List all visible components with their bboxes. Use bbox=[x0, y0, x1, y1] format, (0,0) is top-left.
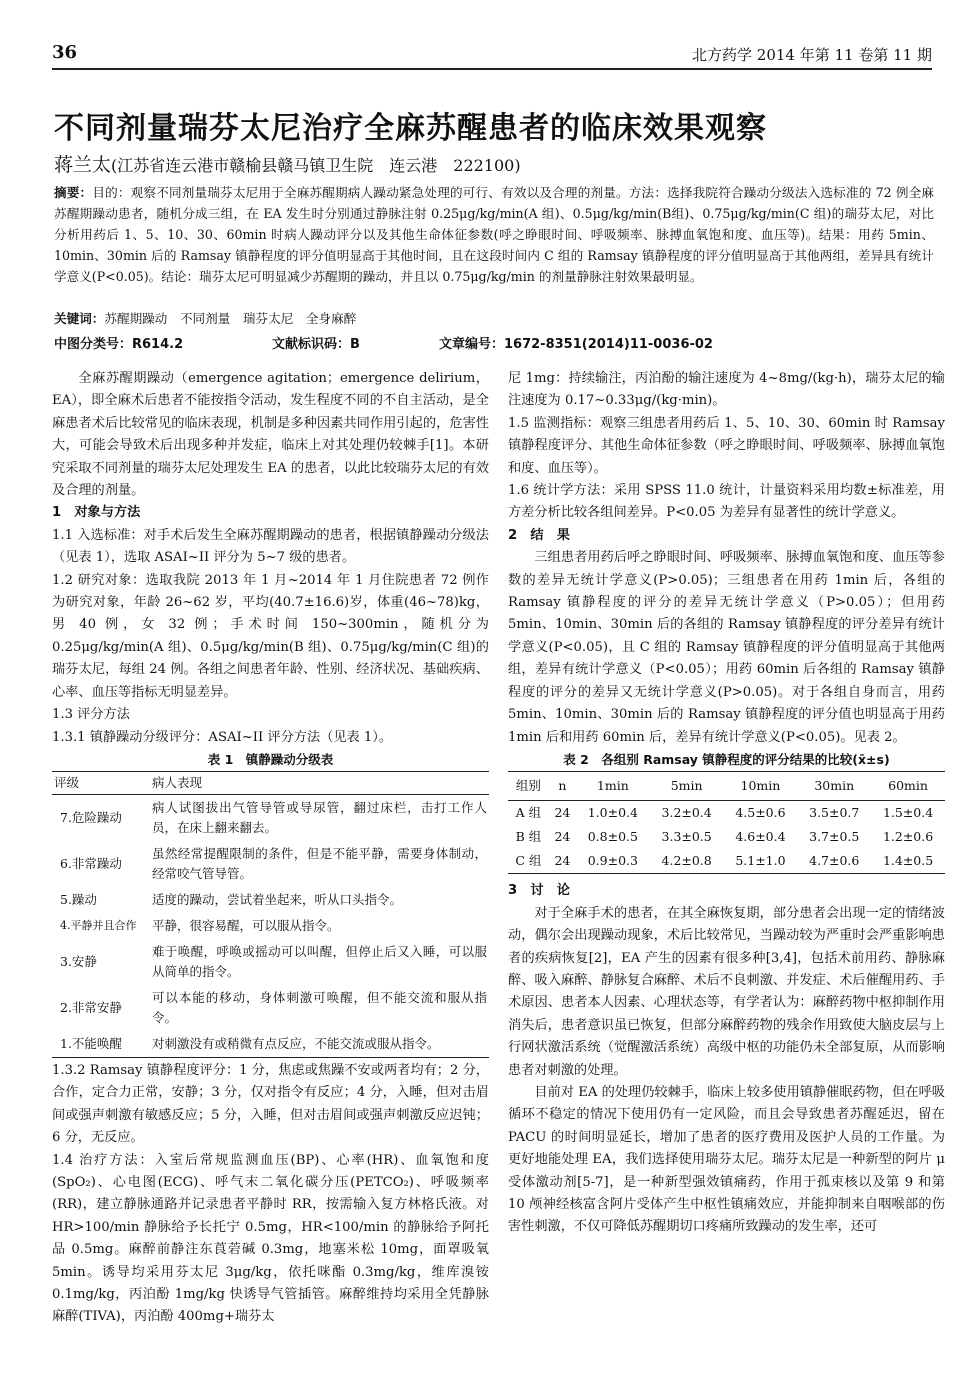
table-cell: 虽然经常提醒限制的条件，但是不能平静，需要身体制动，经常咬气管导管。 bbox=[152, 845, 487, 881]
table2-header: 30min bbox=[797, 771, 871, 800]
table1-caption: 表 1 镇静躁动分级表 bbox=[207, 751, 334, 767]
paragraph-1-3: 1.3 评分方法 bbox=[52, 707, 130, 723]
results-paragraph: 三组患者用药后呼之睁眼时间、呼吸频率、脉搏血氧饱和度、血压等参数的差异无统计学意义(P>0.05)；三组患者在用药 1min 后，各组的 Ramsay 镇静程度的评分的差异无统计学意义（P>0.05）；但用药 5min、10min、30min 后的各组的 Ramsay 镇静程度的评分差异有统计学意义(P<0.05)，且 C 组的 Ramsay 镇静程度的评分值明显高于其他两组，差异有统计学意义（P<0.05）；用药 60min 后各组的 Ramsay 镇静程度的评分的差异又无统计学意义(P>0.05)。对于各组自身而言，用药 5min、10min、30min 后的 Ramsay 镇静程度的评分值也明显高于用药 1min 后和用药 60min 后，差异有统计学意义(P<0.05)。见表 2。 bbox=[508, 550, 945, 745]
table-cell: 2.非常安静 bbox=[60, 999, 122, 1015]
table-cell: 7.危险躁动 bbox=[60, 809, 122, 825]
author-line bbox=[54, 150, 521, 177]
table-cell: 24 bbox=[554, 853, 571, 869]
table-row bbox=[508, 801, 945, 826]
section-heading-3: 3 讨 论 bbox=[508, 883, 570, 899]
table-cell: 5.1±1.0 bbox=[735, 853, 786, 869]
table-cell: 1.0±0.4 bbox=[587, 805, 638, 821]
left-column bbox=[52, 368, 489, 1329]
table-row bbox=[508, 849, 945, 874]
paragraph-1-3-2: 1.3.2 Ramsay 镇静程度评分：1 分，焦虑或焦躁不安或两者均有；2 分，合作，定合力正常，安静；3 分，仅对指令有反应；4 分，入睡，但对击眉间或强声刺激有敏感反应；5 分，入睡，但对击眉间或强声刺激反应迟钝；6 分，无反应。 bbox=[52, 1062, 489, 1146]
table2-header: 5min bbox=[650, 771, 724, 800]
keywords bbox=[54, 308, 356, 327]
table-row bbox=[52, 1031, 489, 1058]
author-affiliation: (江苏省连云港市赣榆县赣马镇卫生院 连云港 222100) bbox=[111, 156, 521, 175]
table-cell: A 组 bbox=[515, 805, 542, 821]
section-heading-1: 1 对象与方法 bbox=[52, 505, 141, 521]
table-row bbox=[52, 913, 489, 939]
table2-header: n bbox=[549, 771, 576, 800]
running-header bbox=[52, 42, 932, 70]
table-cell: 可以本能的移动，身体刺激可唤醒，但不能交流和服从指令。 bbox=[152, 989, 487, 1025]
table-cell: 3.3±0.5 bbox=[661, 829, 712, 845]
paragraph-1-4: 1.4 治疗方法：入室后常规监测血压(BP)、心率(HR)、血氧饱和度(SpO₂)、心电图(ECG)、呼气末二氧化碳分压(PETCO₂)、呼吸频率(RR)，建立静脉通路并记录患者平静时 RR，按需输入复方林格氏液。对 HR>100/min 静脉给予长托宁 0.5mg，HR<100/min 的静脉给予阿托品 0.5mg。麻醉前静注东莨菪碱 0.3mg，地塞米松 10mg，面罩吸氧 5min。诱导均采用芬太尼 3μg/kg，依托咪酯 0.3mg/kg，维库溴铵 0.1mg/kg，丙泊酚 1mg/kg 快诱导气管插管。麻醉维持均采用全凭静脉麻醉(TIVA)，丙泊酚 400mg+瑞芬太 bbox=[52, 1152, 489, 1325]
table-row bbox=[508, 825, 945, 849]
table2-header: 1min bbox=[576, 771, 650, 800]
table2-header: 组别 bbox=[508, 771, 549, 800]
table-row bbox=[52, 841, 489, 887]
abstract-text: 目的：观察不同剂量瑞芬太尼用于全麻苏醒期病人躁动紧急处理的可行、有效以及合理的剂量。方法：选择我院符合躁动分级法入选标准的 72 例全麻苏醒期躁动患者，随机分成三组，在 EA 发生时分别通过静脉注射 0.25μg/kg/min(A 组)、0.5μg/kg/min(B组)、0.75μg/kg/min(C 组)的瑞芬太尼，对比分析用药后 1、5、10、30、60min 时病人躁动评分以及其他生命体征参数(呼之睁眼时间、呼吸频率、脉搏血氧饱和度、血压等)。结果：用药 5min、10min、30min 后的 Ramsay 镇静程度的评分值明显高于其他时间，且在这段时间内 C 组的 Ramsay 镇静程度的评分值明显高于其他两组，差异具有统计学意义(P<0.05)。结论：瑞芬太尼可明显减少苏醒期的躁动，并且以 0.75μg/kg/min 的剂量静脉注射效果最明显。 bbox=[54, 185, 934, 284]
table-cell: 1.4±0.5 bbox=[882, 853, 934, 869]
paragraph-1-1: 1.1 入选标准：对手术后发生全麻苏醒期躁动的患者，根据镇静躁动分级法（见表 1），选取 ASAI~II 评分为 5~7 级的患者。 bbox=[52, 527, 489, 566]
table2-header: 10min bbox=[724, 771, 798, 800]
table-cell: 1.2±0.6 bbox=[882, 829, 934, 845]
discussion-paragraph-1: 对于全麻手术的患者，在其全麻恢复期，部分患者会出现一定的情绪波动，偶尔会出现躁动现象，术后比较常见，当躁动较为严重时会严重影响患者的疾病恢复[2]，EA 产生的因素有很多种[3,4]，包括术前用药、静脉麻醉、吸入麻醉、静脉复合麻醉、术后不良刺激、并发症、术后催醒用药、手术原因、患者本人因素、心理状态等，有学者认为：麻醉药物中枢抑制作用消失后，患者意识虽已恢复，但部分麻醉药物的残余作用致使大脑皮层与上行网状激活系统（觉醒激活系统）高级中枢的功能仍未全部复原，从而影响患者对刺激的处理。 bbox=[508, 905, 945, 1078]
intro-paragraph: 全麻苏醒期躁动（emergence agitation；emergence delirium，EA），即全麻术后患者不能按指令活动，发生程度不同的不自主活动，是全麻患者术后比较常见的临床表现，机制是多种因素共同作用引起的，危害性大，可能会导致术后出现多种并发症，临床上对其处理仍较棘手[1]。本研究采取不同剂量的瑞芬太尼处理发生 EA 的患者，以此比较瑞芬太尼的有效及合理的剂量。 bbox=[52, 371, 489, 499]
table-cell: 24 bbox=[554, 829, 571, 845]
paragraph-1-5: 1.5 监测指标：观察三组患者用药后 1、5、10、30、60min 时 Ramsay 镇静程度评分、其他生命体征参数（呼之睁眼时间、呼吸频率、脉搏血氧饱和度、血压等）。 bbox=[508, 415, 945, 476]
table-cell: 1.5±0.4 bbox=[882, 805, 934, 821]
article-title: 不同剂量瑞芬太尼治疗全麻苏醒患者的临床效果观察 bbox=[54, 111, 767, 146]
paragraph-continued: 尼 1mg：持续输注，丙泊酚的输注速度为 4~8mg/(kg·h)，瑞芬太尼的输注速度为 0.17~0.33μg/(kg·min)。 bbox=[508, 371, 945, 409]
page-number: 36 bbox=[52, 42, 78, 63]
table-cell: 4.6±0.4 bbox=[735, 829, 786, 845]
table-cell: 适度的躁动，尝试着坐起来，听从口头指令。 bbox=[152, 891, 403, 907]
table-cell: 0.8±0.5 bbox=[587, 829, 638, 845]
right-column bbox=[508, 368, 945, 1239]
table-row bbox=[52, 794, 489, 841]
keywords-label: 关键词： bbox=[54, 311, 105, 326]
table-cell: 5.躁动 bbox=[60, 891, 97, 907]
table-cell: 3.2±0.4 bbox=[661, 805, 712, 821]
table-cell: 3.安静 bbox=[60, 953, 97, 969]
table-cell: 病人试图拔出气管导管或导尿管，翻过床栏，击打工作人员，在床上翻来翻去。 bbox=[152, 799, 487, 835]
table-cell: 对刺激没有或稍微有点反应，不能交流或服从指令。 bbox=[152, 1035, 440, 1051]
paragraph-1-6: 1.6 统计学方法：采用 SPSS 11.0 统计，计量资料采用均数±标准差，用方差分析比较各组间差异。P<0.05 为差异有显著性的统计学意义。 bbox=[508, 483, 945, 521]
table1-header: 评级 bbox=[52, 771, 150, 794]
table1-header: 病人表现 bbox=[150, 771, 489, 794]
table-cell: 1.不能唤醒 bbox=[60, 1035, 122, 1051]
table-cell: 4.7±0.6 bbox=[809, 853, 860, 869]
journal-name: 北方药学 2014 年第 11 卷第 11 期 bbox=[692, 46, 932, 64]
document-code: 文献标识码：B bbox=[272, 337, 360, 352]
table-2 bbox=[508, 771, 945, 874]
table-1 bbox=[52, 771, 489, 1058]
table-row bbox=[52, 939, 489, 985]
table-row bbox=[52, 887, 489, 913]
table-cell: 4.5±0.6 bbox=[735, 805, 786, 821]
abstract bbox=[54, 182, 934, 287]
discussion-paragraph-2: 目前对 EA 的处理仍较棘手，临床上较多使用镇静催眠药物，但在呼吸循环不稳定的情况下使用仍有一定风险，而且会导致患者苏醒延迟，留在 PACU 的时间明显延长，增加了患者的医疗费用及医护人员的工作量。为更好地能处理 EA，我们选择使用瑞芬太尼。瑞芬太尼是一种新型的阿片 μ 受体激动剂[5-7]，是一种新型强效镇痛药，作用于孤束核以及第 9 和第 10 颅神经核富含阿片受体产生中枢性镇痛效应，并能抑制来自咽喉部的伤害性刺激，不仅可降低苏醒期切口疼痛所致躁动的发生率，还可 bbox=[508, 1084, 945, 1235]
table2-caption: 表 2 各组别 Ramsay 镇静程度的评分结果的比较(x̄±s) bbox=[563, 751, 890, 767]
clc-number: 中图分类号：R614.2 bbox=[54, 337, 184, 352]
table-cell: 3.5±0.7 bbox=[809, 805, 860, 821]
table-cell: 难于唤醒，呼唤或摇动可以叫醒，但停止后又入睡，可以服从简单的指令。 bbox=[152, 943, 487, 979]
table-cell: C 组 bbox=[515, 853, 542, 869]
abstract-label: 摘要： bbox=[54, 185, 93, 200]
table-cell: 4.平静并且合作 bbox=[60, 918, 137, 932]
author-name: 蒋兰太 bbox=[54, 154, 112, 176]
table-cell: 0.9±0.3 bbox=[587, 853, 638, 869]
article-number: 文章编号：1672-8351(2014)11-0036-02 bbox=[439, 337, 713, 352]
table-cell: 平静，很容易醒，可以服从指令。 bbox=[152, 917, 340, 933]
table-cell: B 组 bbox=[515, 829, 542, 845]
keywords-text: 苏醒期躁动 不同剂量 瑞芬太尼 全身麻醉 bbox=[104, 311, 357, 326]
paragraph-1-3-1: 1.3.1 镇静躁动分级评分：ASAI~II 评分方法（见表 1）。 bbox=[52, 729, 393, 745]
paragraph-1-2: 1.2 研究对象：选取我院 2013 年 1 月~2014 年 1 月住院患者 72 例作为研究对象，年龄 26~62 岁，平均(40.7±16.6)岁，体重(46~78)kg，男 40 例，女 32 例；手术时间 150~300min，随机分为 0.25μg/kg/min(A 组)、0.5μg/kg/min(B 组)、0.75μg/kg/min(C 组)的瑞芬太尼，每组 24 例。各组之间患者年龄、性别、经济状况、基础疾病、心率、血压等指标无明显差异。 bbox=[52, 572, 489, 700]
table-cell: 6.非常躁动 bbox=[60, 855, 122, 871]
table-cell: 4.2±0.8 bbox=[661, 853, 712, 869]
table2-header: 60min bbox=[871, 771, 945, 800]
section-heading-2: 2 结 果 bbox=[508, 527, 570, 543]
table-row bbox=[52, 985, 489, 1031]
table-cell: 3.7±0.5 bbox=[809, 829, 860, 845]
table-cell: 24 bbox=[554, 805, 571, 821]
